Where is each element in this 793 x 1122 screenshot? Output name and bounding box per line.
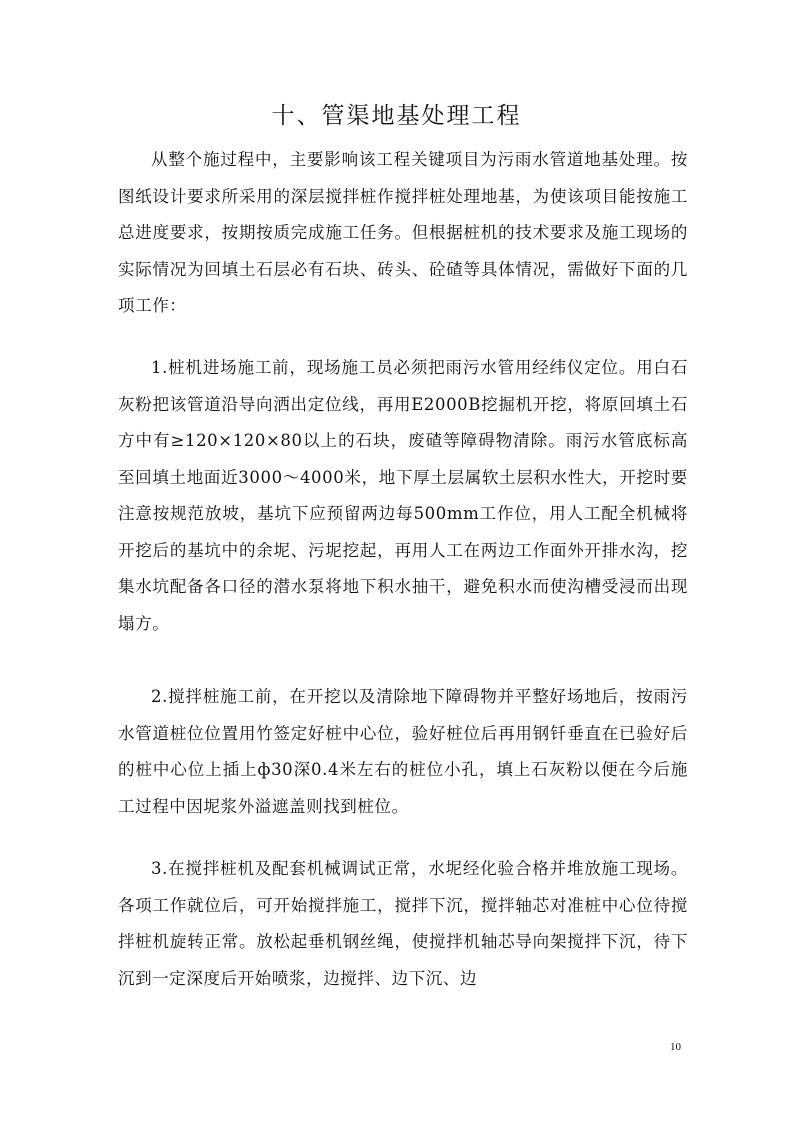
item-3-paragraph: 3.在搅拌桩机及配套机械调试正常，水坭经化验合格并堆放施工现场。各项工作就位后，可开始搅拌施工，搅拌下沉，搅拌轴芯对准桩中心位待搅拌桩机旋转正常。放松起垂机钢丝绳，使搅拌机轴芯导向架搅拌下沉，待下沉到一定深度后开始喷浆，边搅拌、边下沉、边 <box>118 859 688 988</box>
item-1-paragraph: 1.桩机进场施工前，现场施工员必须把雨污水管用经纬仪定位。用白石灰粉把该管道沿导向洒出定位线，再用E2000B挖掘机开挖，将原回填土石方中有≥120×120×80以上的石块，废碴等障碍物清除。雨污水管底标高至回填土地面近3000～4000米，地下厚土层属软土层积水性大，开挖时要注意按规范放坡，基坑下应预留两边每500mm工作位，用人工配全机械将开挖后的基坑中的余坭、污坭挖起，再用人工在两边工作面外开排水沟，挖集水坑配备各口径的潜水泵将地下积水抽干，避免积水而使沟槽受浸而出现塌方。 <box>118 358 688 633</box>
item-2-paragraph: 2.搅拌桩施工前，在开挖以及清除地下障碍物并平整好场地后，按雨污水管道桩位位置用竹签定好桩中心位，验好桩位后再用钢钎垂直在已验好后的桩中心位上插上ф30深0.4米左右的桩位小孔，填上石灰粉以便在今后施工过程中因坭浆外溢遮盖则找到桩位。 <box>118 687 688 816</box>
page-title: 十、管渠地基处理工程 <box>271 103 522 129</box>
intro-paragraph: 从整个施过程中，主要影响该工程关键项目为污雨水管道地基处理。按图纸设计要求所采用的深层搅拌桩作搅拌桩处理地基，为使该项目能按施工总进度要求，按期按质完成施工任务。但根据桩机的技术要求及施工现场的实际情况为回填土石层必有石块、砖头、砼碴等具体情况，需做好下面的几项工作： <box>118 150 688 315</box>
page-number: 10 <box>670 1041 681 1053</box>
